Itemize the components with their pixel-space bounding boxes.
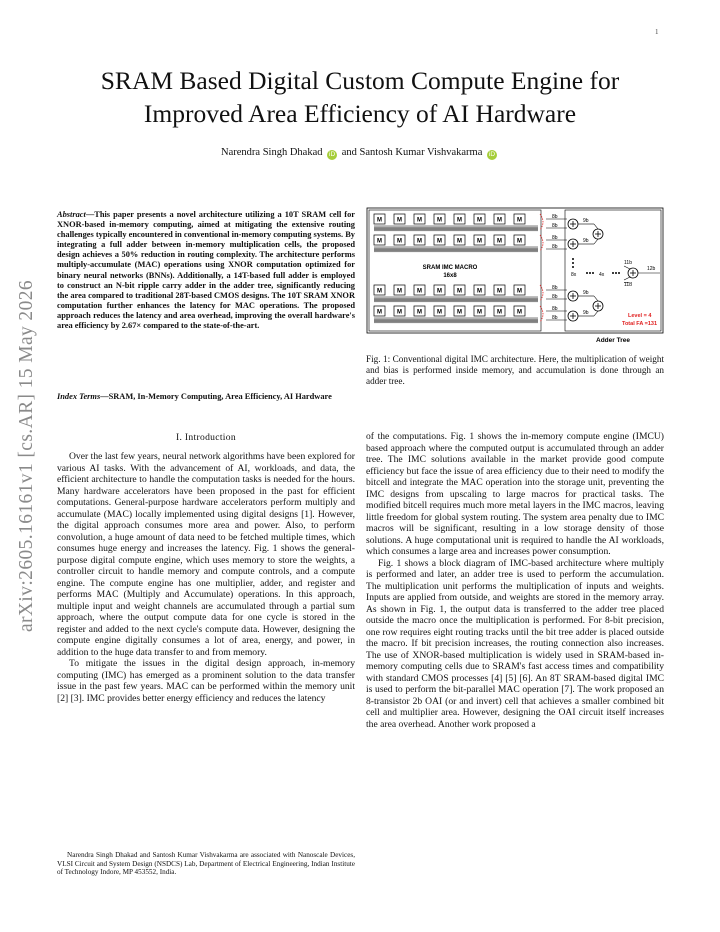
- paper-title: [40, 64, 680, 130]
- memory-cell-label: M: [417, 217, 422, 224]
- bit-width-label: 9b: [583, 290, 589, 296]
- memory-cell-label: M: [377, 217, 382, 224]
- index-terms-text: —SRAM, In-Memory Computing, Area Efficiency, AI Hardware: [100, 392, 332, 401]
- bit-width-label: 8b: [552, 294, 558, 300]
- author-2-name: Santosh Kumar Vishvakarma: [359, 147, 483, 158]
- adder-link: [594, 239, 598, 244]
- bit-width-label: 8b: [552, 244, 558, 250]
- bit-width-label: 8b: [552, 223, 558, 229]
- adder-link: [594, 296, 598, 301]
- memory-cell-label: M: [517, 238, 522, 245]
- memory-cell-label: M: [437, 217, 442, 224]
- routing-bundle-mark: [540, 285, 543, 301]
- memory-cell-label: M: [497, 238, 502, 245]
- memory-cell-label: M: [457, 309, 462, 316]
- ellipsis-dot: [572, 258, 574, 260]
- fanout-label: 4x: [599, 272, 605, 278]
- memory-cell-label: M: [497, 288, 502, 295]
- ellipsis-dot: [592, 272, 594, 274]
- abstract: [57, 210, 355, 331]
- adder-link: [624, 277, 630, 280]
- ellipsis-dot: [572, 266, 574, 268]
- memory-cell-label: M: [437, 238, 442, 245]
- routing-bundle-mark: [540, 306, 543, 322]
- memory-cell-label: M: [417, 238, 422, 245]
- page-number: 1: [655, 28, 659, 36]
- section-heading: I. Introduction: [176, 432, 236, 443]
- memory-cell-label: M: [457, 217, 462, 224]
- arxiv-stamp: arXiv:2605.16161v1 [cs.AR] 15 May 2026: [16, 279, 37, 633]
- memory-cell-label: M: [377, 309, 382, 316]
- memory-cell-label: M: [517, 309, 522, 316]
- figure-1-diagram: [366, 207, 664, 347]
- memory-cell-label: M: [417, 309, 422, 316]
- memory-cell-label: M: [437, 309, 442, 316]
- adder-tree-label: Adder Tree: [596, 337, 630, 344]
- memory-cell-label: M: [517, 288, 522, 295]
- bit-width-label: 8b: [552, 285, 558, 291]
- abstract-text: —This paper presents a novel architecture utilizing a 10T SRAM cell for XNOR-based in-memory computing, aimed at mitigating the extensive routing challenges typically encountered in conventional in-memory computing systems. By integrating a full adder between in-memory multiplication cells, the proposed design achieves a 50% reduction in routing complexity. The architecture performs multiply-accumulate (MAC) operations using XNOR computation optimized for binary neural networks (BNNs). Additionally, a 14T-based full adder is employed to construct an N-bit ripple carry adder in the adder tree, significantly reducing the area compared to traditional 28T-based CMOS designs. The 10T SRAM XNOR computation further enhances the latency for MAC operations. The proposed approach reduces the latency and area overhead, improving the overall hardware's area efficiency by 2.67× compared to the state-of-the-art.: [57, 210, 355, 331]
- author-affiliation-footnote: Narendra Singh Dhakad and Santosh Kumar Vishvakarma are associated with Nanoscale Devices, VLSI Circuit and System Design (NSDCS) Lab, Department of Electrical Engineering, Indian Institute of Technology Indore, MP 453552, India.: [57, 851, 355, 877]
- bit-width-label: 9b: [583, 218, 589, 224]
- memory-cell-label: M: [477, 217, 482, 224]
- ellipsis-dot: [572, 262, 574, 264]
- memory-cell-label: M: [437, 288, 442, 295]
- memory-cell-label: M: [397, 309, 402, 316]
- adder-link: [594, 224, 598, 229]
- intro-column-left: [57, 451, 355, 704]
- ellipsis-dot: [618, 272, 620, 274]
- bit-width-label: 9b: [583, 238, 589, 244]
- memory-cell-label: M: [377, 238, 382, 245]
- bit-width-label: 11b: [624, 260, 632, 266]
- author-conjunction: and: [341, 147, 357, 158]
- ellipsis-dot: [589, 272, 591, 274]
- bit-width-label: 8b: [552, 235, 558, 241]
- intro-paragraph-1: Over the last few years, neural network algorithms have been explored for various AI tasks. With the advancement of AI, workloads, and data, the efficient architecture to handle the computation tasks is needed for the hours. Many hardware accelerators have been proposed in the past for efficient computations. General-purpose hardware accelerators perform multiply and accumulate (MAC) locally implemented using digital designs [1]. However, the digital approach consumes more area and power. Also, to perform convolution, a huge amount of data need to be fetched multiple times, which consumes huge energy and increases the latency. Fig. 1 shows the general-purpose digital compute engine, which uses memory to store the weights, a controller circuit to handle memory and compute controls, and a compute engine. The compute engine has one multiplier, adder, and register and performs MAC (Multiply and Accumulate) operations. In this approach, multiple input and weight channels are accumulated through a partial sum approach, where the output compute data for one cycle is stored in the register and added to the next cycle's compute data. However, designing the compute engine digitally consumes a lot of area, energy, and power, in addition to the huge data transfer to and from memory.: [57, 451, 355, 658]
- ellipsis-dot: [612, 272, 614, 274]
- fanout-label: 8x: [571, 272, 577, 278]
- orcid-icon[interactable]: iD: [329, 151, 336, 158]
- intro-column-right: [366, 431, 664, 730]
- macro-size-label: 16x8: [443, 273, 457, 279]
- bit-width-label: 8b: [552, 306, 558, 312]
- bit-width-label: 9b: [583, 310, 589, 316]
- memory-cell-label: M: [477, 309, 482, 316]
- routing-bundle-mark: [540, 214, 543, 230]
- bit-width-label: 8b: [552, 214, 558, 220]
- title-line-1: SRAM Based Digital Custom Compute Engine for: [100, 66, 620, 95]
- adder-link: [594, 311, 598, 316]
- ellipsis-dot: [586, 272, 588, 274]
- memory-cell-label: M: [397, 217, 402, 224]
- bit-width-label: 8b: [552, 315, 558, 321]
- memory-cell-label: M: [477, 238, 482, 245]
- memory-cell-label: M: [377, 288, 382, 295]
- orcid-icon[interactable]: iD: [488, 151, 496, 158]
- output-width-label: 12b: [647, 266, 656, 272]
- imc-architecture-diagram: [366, 207, 664, 347]
- abstract-label: Abstract: [57, 210, 86, 219]
- macro-label: SRAM IMC MACRO: [422, 265, 478, 271]
- routing-bundle-mark: [540, 235, 543, 251]
- index-terms-label: Index Terms: [57, 392, 101, 401]
- memory-cell-label: M: [497, 309, 502, 316]
- memory-cell-label: M: [397, 288, 402, 295]
- ellipsis-dot: [615, 272, 617, 274]
- memory-cell-label: M: [497, 217, 502, 224]
- memory-cell-label: M: [417, 288, 422, 295]
- author-line: [40, 147, 680, 160]
- adder-link: [624, 266, 630, 269]
- memory-cell-label: M: [457, 238, 462, 245]
- memory-cell-label: M: [517, 217, 522, 224]
- memory-cell-label: M: [457, 288, 462, 295]
- figure-1-caption: Fig. 1: Conventional digital IMC architecture. Here, the multiplication of weight and bias is performed inside memory, and accumulation is done through an adder tree.: [366, 354, 664, 387]
- right-paragraph-2: Fig. 1 shows a block diagram of IMC-based architecture where multiply is performed and later, an adder tree is used to perform the accumulation. The multiplication unit performs the multiplication of inputs and weights. Inputs are applied from outside, and weights are stored in the memory array. As shown in Fig. 1, the output data is transferred to the adder tree placed outside the macro once the multiplication is performed. For 8-bit precision, one row requires eight routing tracks until the bit tree adder is placed outside the macro. If bit precision increases, the routing connection also increases. The use of XNOR-based multiplication is widely used in SRAM-based in-memory computing cells due to SRAM's fast access times and compatibility with standard CMOS processes [4] [5] [6]. An 8T SRAM-based digital IMC is used to perform the bit-parallel MAC operation [7]. The work proposed an 8-transistor 2b OAI (or and invert) cell that achieves a smaller combined bit cell and multiplier area. However, designing the OAI circuit itself increases the area overhead. Another work proposed a: [366, 557, 664, 730]
- intro-paragraph-2: To mitigate the issues in the digital design approach, in-memory computing (IMC) has emerged as a prominent solution to the data transfer issue in the past few years. MAC can be performed within the memory unit [2] [3]. IMC provides better energy efficiency and reduces the latency: [57, 658, 355, 704]
- index-terms: [57, 392, 355, 402]
- title-line-2: Improved Area Efficiency of AI Hardware: [143, 99, 577, 128]
- memory-cell-label: M: [397, 238, 402, 245]
- total-fa-label: Total FA =131: [622, 321, 657, 327]
- memory-cell-label: M: [477, 288, 482, 295]
- right-paragraph-1: of the computations. Fig. 1 shows the in-memory compute engine (IMCU) based approach where the computed output is accumulated through an adder tree. The IMC solutions available in the market provide good compute efficiency but face the issue of area efficiency due to their need to modify the bitcell and integrate the MAC operation into the storage unit, preventing the IMC designs from upscaling to large macros for practical tasks. The modified bitcell requires much more metal layers in the IMC macros, leaving little freedom for global system routing. The system area penalty due to IMC macros will be significant, resulting in a low storage density of those solutions. A huge computational unit is required to handle the AI workloads, which consumes a large area and increases power consumption.: [366, 431, 664, 557]
- adder-level-label: Level = 4: [628, 313, 652, 319]
- bit-width-label: 11b: [624, 282, 632, 288]
- author-1-name: Narendra Singh Dhakad: [221, 147, 323, 158]
